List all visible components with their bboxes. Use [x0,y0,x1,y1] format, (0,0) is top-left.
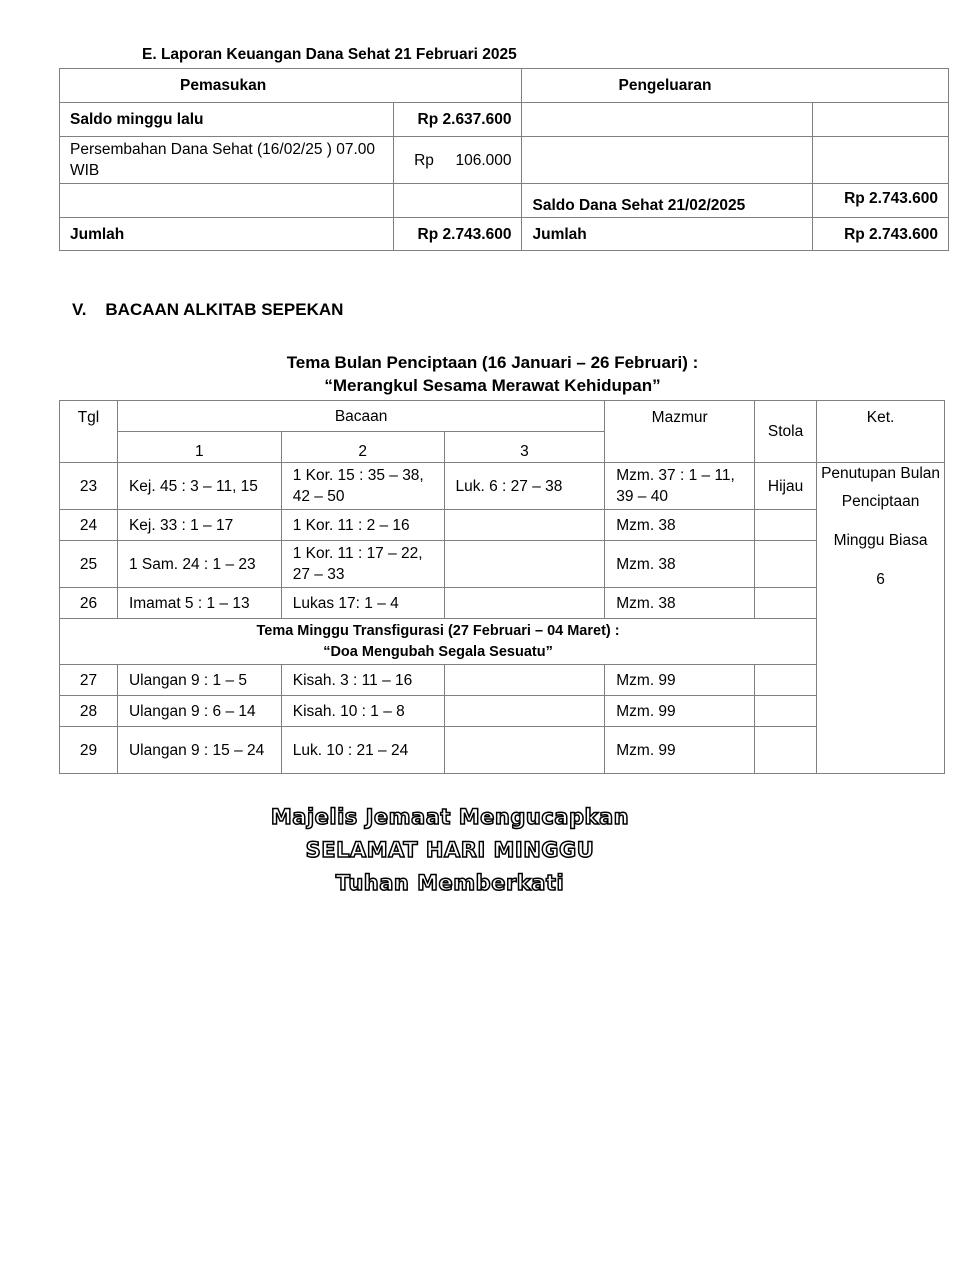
expense-label [522,137,813,184]
ket-line: Minggu Biasa [833,532,928,549]
finance-row [60,184,949,218]
reading-3-cell [444,588,605,619]
table-row [60,696,945,727]
expense-value: Rp 2.743.600 [813,184,949,218]
reading-2-cell: Kisah. 10 : 1 – 8 [281,696,444,727]
finance-row [60,137,949,184]
expense-value [813,137,949,184]
psalm-cell: Mzm. 99 [605,696,755,727]
reading-3-cell [444,665,605,696]
finance-report-title: E. Laporan Keuangan Dana Sehat 21 Februari 2025 [142,46,517,63]
expense-total-value: Rp 2.743.600 [813,218,949,251]
reading-1-cell: Kej. 45 : 3 – 11, 15 [117,463,281,510]
stola-cell [755,727,817,774]
transfiguration-theme [60,619,817,665]
finance-table [59,68,949,251]
header-stola: Stola [755,401,817,463]
psalm-cell: Mzm. 99 [605,727,755,774]
psalm-cell: Mzm. 99 [605,665,755,696]
date-cell: 24 [60,510,118,541]
header-bacaan-3: 3 [444,432,605,463]
expense-header: Pengeluaran [522,69,949,103]
reading-2-cell: 1 Kor. 15 : 35 – 38, 42 – 50 [281,463,444,510]
date-cell: 25 [60,541,118,588]
reading-3-cell [444,510,605,541]
theme-motto: “Merangkul Sesama Merawat Kehidupan” [324,376,661,395]
theme-motto: “Doa Mengubah Segala Sesuatu” [323,643,553,660]
income-total-value: Rp 2.743.600 [393,218,522,251]
table-row [60,588,945,619]
ket-line: 6 [876,571,885,588]
closing-line-3: Tuhan Memberkati [335,871,565,895]
psalm-cell: Mzm. 37 : 1 – 11, 39 – 40 [605,463,755,510]
ket-line: Penutupan Bulan [821,465,940,482]
reading-3-cell [444,696,605,727]
reading-1-cell: Ulangan 9 : 15 – 24 [117,727,281,774]
table-row [60,463,945,510]
psalm-cell: Mzm. 38 [605,541,755,588]
income-value: Rp 106.000 [393,137,522,184]
table-row [60,510,945,541]
ket-cell [817,463,945,774]
income-value [393,184,522,218]
finance-total-row [60,218,949,251]
readings-table [59,400,945,774]
reading-1-cell: Ulangan 9 : 6 – 14 [117,696,281,727]
reading-1-cell: 1 Sam. 24 : 1 – 23 [117,541,281,588]
theme-title: Tema Bulan Penciptaan (16 Januari – 26 Februari) : [286,353,699,372]
income-total-label: Jumlah [60,218,394,251]
stola-cell [755,588,817,619]
ket-line: Penciptaan [841,493,920,510]
reading-1-cell: Imamat 5 : 1 – 13 [117,588,281,619]
psalm-cell: Mzm. 38 [605,510,755,541]
expense-total-label: Jumlah [522,218,813,251]
closing-line-2: SELAMAT HARI MINGGU [305,838,595,862]
header-mazmur: Mazmur [605,401,755,463]
date-cell: 28 [60,696,118,727]
header-tgl: Tgl [60,401,118,463]
theme-title: Tema Minggu Transfigurasi (27 Februari – 04 Maret) : [256,622,620,639]
income-label: Saldo minggu lalu [60,103,394,137]
reading-2-cell: Lukas 17: 1 – 4 [281,588,444,619]
expense-label: Saldo Dana Sehat 21/02/2025 [522,184,813,218]
stola-cell [755,541,817,588]
finance-header-row [60,69,949,103]
income-value: Rp 2.637.600 [393,103,522,137]
header-bacaan-2: 2 [281,432,444,463]
reading-3-cell: Luk. 6 : 27 – 38 [444,463,605,510]
reading-2-cell: 1 Kor. 11 : 17 – 22, 27 – 33 [281,541,444,588]
date-cell: 23 [60,463,118,510]
closing-line-1: Majelis Jemaat Mengucapkan [270,805,630,829]
expense-value [813,103,949,137]
table-row [60,665,945,696]
reading-1-cell: Ulangan 9 : 1 – 5 [117,665,281,696]
table-row [60,727,945,774]
stola-cell [755,510,817,541]
date-cell: 26 [60,588,118,619]
header-bacaan-1: 1 [117,432,281,463]
theme-heading [0,351,975,397]
stola-cell [755,665,817,696]
reading-2-cell: 1 Kor. 11 : 2 – 16 [281,510,444,541]
finance-row [60,103,949,137]
section-title: V. BACAAN ALKITAB SEPEKAN [72,300,344,319]
income-label: Persembahan Dana Sehat (16/02/25 ) 07.00 WIB [60,137,394,184]
readings-header-row [60,401,945,432]
date-cell: 29 [60,727,118,774]
reading-2-cell: Kisah. 3 : 11 – 16 [281,665,444,696]
reading-2-cell: Luk. 10 : 21 – 24 [281,727,444,774]
psalm-cell: Mzm. 38 [605,588,755,619]
reading-1-cell: Kej. 33 : 1 – 17 [117,510,281,541]
theme-row [60,619,945,665]
header-bacaan: Bacaan [117,401,604,432]
reading-3-cell [444,727,605,774]
table-row [60,541,945,588]
stola-cell: Hijau [755,463,817,510]
expense-label [522,103,813,137]
header-ket: Ket. [817,401,945,463]
income-label [60,184,394,218]
income-header: Pemasukan [60,69,522,103]
stola-cell [755,696,817,727]
date-cell: 27 [60,665,118,696]
reading-3-cell [444,541,605,588]
